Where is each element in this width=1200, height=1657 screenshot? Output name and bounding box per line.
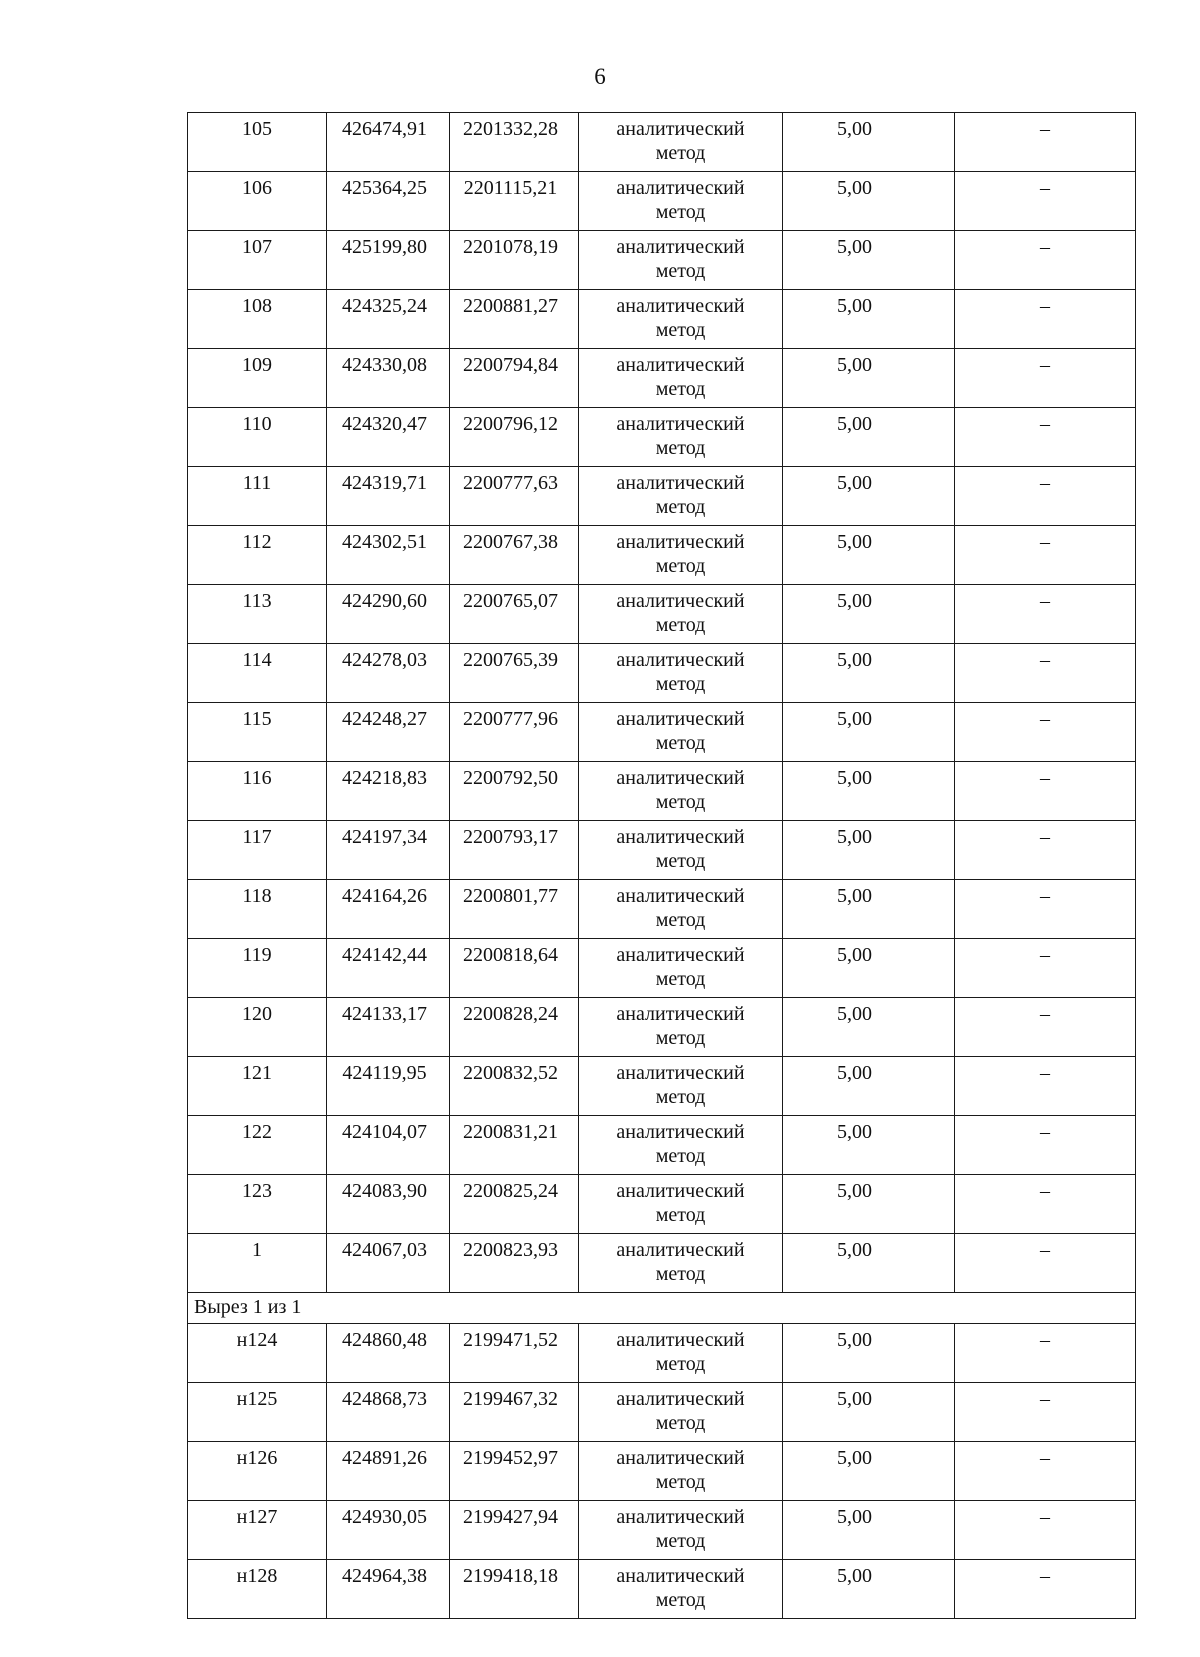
method-cell [579,1383,783,1442]
table-row [188,1442,1136,1501]
x-coordinate-cell: 424891,26 [327,1442,450,1501]
method-line-2: метод [655,968,706,990]
table-row [188,1175,1136,1234]
method-line-1: аналитический [616,1239,745,1261]
method-line-2: метод [655,1412,706,1434]
method-cell [579,349,783,408]
table-row [188,1383,1136,1442]
method-cell [579,585,783,644]
x-coordinate-cell: 424868,73 [327,1383,450,1442]
coordinates-table [187,112,1136,1619]
accuracy-cell: 5,00 [783,1057,955,1116]
section-header-body [188,1293,1136,1324]
y-coordinate-cell: 2201078,19 [450,231,579,290]
note-cell: – [955,467,1136,526]
method-cell [579,1175,783,1234]
note-cell: – [955,585,1136,644]
y-coordinate-cell: 2200818,64 [450,939,579,998]
point-id-cell: 111 [188,467,327,526]
accuracy-cell: 5,00 [783,821,955,880]
y-coordinate-cell: 2199467,32 [450,1383,579,1442]
table-row [188,585,1136,644]
method-line-2: метод [655,1027,706,1049]
x-coordinate-cell: 424330,08 [327,349,450,408]
note-cell: – [955,231,1136,290]
method-line-1: аналитический [616,1062,745,1084]
method-line-1: аналитический [616,649,745,671]
method-line-2: метод [655,1589,706,1611]
method-cell [579,939,783,998]
accuracy-cell: 5,00 [783,703,955,762]
accuracy-cell: 5,00 [783,1175,955,1234]
method-cell [579,113,783,172]
note-cell: – [955,703,1136,762]
y-coordinate-cell: 2201115,21 [450,172,579,231]
method-cell [579,880,783,939]
point-id-cell: 117 [188,821,327,880]
point-id-cell: 123 [188,1175,327,1234]
x-coordinate-cell: 424142,44 [327,939,450,998]
table-row [188,467,1136,526]
accuracy-cell: 5,00 [783,113,955,172]
x-coordinate-cell: 424197,34 [327,821,450,880]
method-line-1: аналитический [616,1329,745,1351]
method-cell [579,408,783,467]
x-coordinate-cell: 424964,38 [327,1560,450,1619]
method-cell [579,526,783,585]
method-cell [579,1234,783,1293]
note-cell: – [955,939,1136,998]
method-line-2: метод [655,850,706,872]
method-line-1: аналитический [616,531,745,553]
method-line-1: аналитический [616,1388,745,1410]
method-line-1: аналитический [616,1003,745,1025]
method-cell [579,821,783,880]
y-coordinate-cell: 2200823,93 [450,1234,579,1293]
point-id-cell: 121 [188,1057,327,1116]
point-id-cell: н126 [188,1442,327,1501]
point-id-cell: 110 [188,408,327,467]
method-line-2: метод [655,319,706,341]
method-cell [579,1442,783,1501]
y-coordinate-cell: 2200831,21 [450,1116,579,1175]
point-id-cell: 118 [188,880,327,939]
method-line-1: аналитический [616,177,745,199]
x-coordinate-cell: 424133,17 [327,998,450,1057]
note-cell: – [955,821,1136,880]
note-cell: – [955,113,1136,172]
x-coordinate-cell: 424320,47 [327,408,450,467]
y-coordinate-cell: 2200777,96 [450,703,579,762]
method-line-2: метод [655,142,706,164]
method-cell [579,231,783,290]
note-cell: – [955,1116,1136,1175]
note-cell: – [955,1442,1136,1501]
method-cell [579,998,783,1057]
table-row [188,408,1136,467]
method-line-1: аналитический [616,590,745,612]
point-id-cell: 112 [188,526,327,585]
x-coordinate-cell: 425199,80 [327,231,450,290]
note-cell: – [955,1560,1136,1619]
method-line-2: метод [655,732,706,754]
accuracy-cell: 5,00 [783,1234,955,1293]
accuracy-cell: 5,00 [783,408,955,467]
y-coordinate-cell: 2199452,97 [450,1442,579,1501]
note-cell: – [955,349,1136,408]
accuracy-cell: 5,00 [783,526,955,585]
table-row [188,939,1136,998]
table-row [188,998,1136,1057]
method-line-2: метод [655,791,706,813]
x-coordinate-cell: 424119,95 [327,1057,450,1116]
method-cell [579,703,783,762]
method-cell [579,1560,783,1619]
table-row [188,644,1136,703]
accuracy-cell: 5,00 [783,231,955,290]
x-coordinate-cell: 424930,05 [327,1501,450,1560]
x-coordinate-cell: 424067,03 [327,1234,450,1293]
method-line-1: аналитический [616,1506,745,1528]
accuracy-cell: 5,00 [783,1560,955,1619]
accuracy-cell: 5,00 [783,172,955,231]
table-row [188,526,1136,585]
method-line-2: метод [655,1263,706,1285]
y-coordinate-cell: 2201332,28 [450,113,579,172]
table-row [188,172,1136,231]
method-line-2: метод [655,1530,706,1552]
method-line-1: аналитический [616,295,745,317]
method-line-1: аналитический [616,885,745,907]
y-coordinate-cell: 2200765,07 [450,585,579,644]
method-line-1: аналитический [616,1447,745,1469]
y-coordinate-cell: 2200881,27 [450,290,579,349]
x-coordinate-cell: 424218,83 [327,762,450,821]
x-coordinate-cell: 424164,26 [327,880,450,939]
point-id-cell: 122 [188,1116,327,1175]
accuracy-cell: 5,00 [783,1501,955,1560]
y-coordinate-cell: 2200828,24 [450,998,579,1057]
x-coordinate-cell: 425364,25 [327,172,450,231]
point-id-cell: н125 [188,1383,327,1442]
accuracy-cell: 5,00 [783,880,955,939]
point-id-cell: 119 [188,939,327,998]
table-row [188,1116,1136,1175]
point-id-cell: 109 [188,349,327,408]
table-row [188,762,1136,821]
method-line-1: аналитический [616,1180,745,1202]
note-cell: – [955,1501,1136,1560]
accuracy-cell: 5,00 [783,1383,955,1442]
note-cell: – [955,998,1136,1057]
page-number: 6 [594,64,606,89]
table-row [188,703,1136,762]
table-row [188,821,1136,880]
method-line-2: метод [655,1471,706,1493]
accuracy-cell: 5,00 [783,467,955,526]
accuracy-cell: 5,00 [783,349,955,408]
accuracy-cell: 5,00 [783,1116,955,1175]
point-id-cell: 105 [188,113,327,172]
method-line-1: аналитический [616,944,745,966]
table-row [188,290,1136,349]
method-line-1: аналитический [616,1565,745,1587]
point-id-cell: 115 [188,703,327,762]
table-row [188,1057,1136,1116]
y-coordinate-cell: 2200825,24 [450,1175,579,1234]
method-line-2: метод [655,1145,706,1167]
point-id-cell: 108 [188,290,327,349]
y-coordinate-cell: 2200793,17 [450,821,579,880]
accuracy-cell: 5,00 [783,939,955,998]
y-coordinate-cell: 2200777,63 [450,467,579,526]
section-table-body [188,1324,1136,1619]
table-row [188,880,1136,939]
method-line-2: метод [655,201,706,223]
point-id-cell: 1 [188,1234,327,1293]
y-coordinate-cell: 2200792,50 [450,762,579,821]
y-coordinate-cell: 2200767,38 [450,526,579,585]
note-cell: – [955,526,1136,585]
note-cell: – [955,762,1136,821]
point-id-cell: 107 [188,231,327,290]
y-coordinate-cell: 2200801,77 [450,880,579,939]
table-row [188,1560,1136,1619]
accuracy-cell: 5,00 [783,1324,955,1383]
x-coordinate-cell: 424278,03 [327,644,450,703]
method-line-2: метод [655,1204,706,1226]
x-coordinate-cell: 424302,51 [327,526,450,585]
section-header-row [188,1293,1136,1324]
x-coordinate-cell: 424290,60 [327,585,450,644]
method-cell [579,172,783,231]
method-line-1: аналитический [616,767,745,789]
method-line-1: аналитический [616,1121,745,1143]
note-cell: – [955,880,1136,939]
method-cell [579,1501,783,1560]
method-line-2: метод [655,1086,706,1108]
point-id-cell: 113 [188,585,327,644]
points-table-body [188,113,1136,1293]
note-cell: – [955,1057,1136,1116]
table-row [188,113,1136,172]
method-line-2: метод [655,1353,706,1375]
x-coordinate-cell: 424083,90 [327,1175,450,1234]
accuracy-cell: 5,00 [783,644,955,703]
x-coordinate-cell: 426474,91 [327,113,450,172]
method-cell [579,762,783,821]
accuracy-cell: 5,00 [783,290,955,349]
table-row [188,1324,1136,1383]
point-id-cell: н128 [188,1560,327,1619]
method-line-2: метод [655,437,706,459]
method-line-1: аналитический [616,118,745,140]
method-line-1: аналитический [616,236,745,258]
x-coordinate-cell: 424104,07 [327,1116,450,1175]
y-coordinate-cell: 2200832,52 [450,1057,579,1116]
point-id-cell: 120 [188,998,327,1057]
y-coordinate-cell: 2200765,39 [450,644,579,703]
point-id-cell: 114 [188,644,327,703]
method-line-1: аналитический [616,354,745,376]
x-coordinate-cell: 424860,48 [327,1324,450,1383]
accuracy-cell: 5,00 [783,585,955,644]
method-cell [579,290,783,349]
note-cell: – [955,1324,1136,1383]
method-line-1: аналитический [616,413,745,435]
method-cell [579,1324,783,1383]
method-cell [579,644,783,703]
method-line-1: аналитический [616,472,745,494]
y-coordinate-cell: 2199427,94 [450,1501,579,1560]
method-cell [579,1057,783,1116]
note-cell: – [955,1383,1136,1442]
x-coordinate-cell: 424319,71 [327,467,450,526]
point-id-cell: н127 [188,1501,327,1560]
x-coordinate-cell: 424325,24 [327,290,450,349]
table-row [188,349,1136,408]
y-coordinate-cell: 2200796,12 [450,408,579,467]
method-line-2: метод [655,673,706,695]
note-cell: – [955,172,1136,231]
method-line-1: аналитический [616,826,745,848]
method-cell [579,467,783,526]
table-row [188,1234,1136,1293]
method-line-2: метод [655,496,706,518]
point-id-cell: 106 [188,172,327,231]
table-row [188,231,1136,290]
note-cell: – [955,1234,1136,1293]
accuracy-cell: 5,00 [783,998,955,1057]
method-line-2: метод [655,555,706,577]
x-coordinate-cell: 424248,27 [327,703,450,762]
method-line-2: метод [655,260,706,282]
section-label: Вырез 1 из 1 [188,1293,1136,1324]
note-cell: – [955,644,1136,703]
note-cell: – [955,290,1136,349]
point-id-cell: 116 [188,762,327,821]
method-cell [579,1116,783,1175]
note-cell: – [955,1175,1136,1234]
method-line-2: метод [655,909,706,931]
accuracy-cell: 5,00 [783,1442,955,1501]
note-cell: – [955,408,1136,467]
accuracy-cell: 5,00 [783,762,955,821]
method-line-2: метод [655,614,706,636]
method-line-1: аналитический [616,708,745,730]
method-line-2: метод [655,378,706,400]
point-id-cell: н124 [188,1324,327,1383]
y-coordinate-cell: 2199418,18 [450,1560,579,1619]
y-coordinate-cell: 2199471,52 [450,1324,579,1383]
table-row [188,1501,1136,1560]
y-coordinate-cell: 2200794,84 [450,349,579,408]
